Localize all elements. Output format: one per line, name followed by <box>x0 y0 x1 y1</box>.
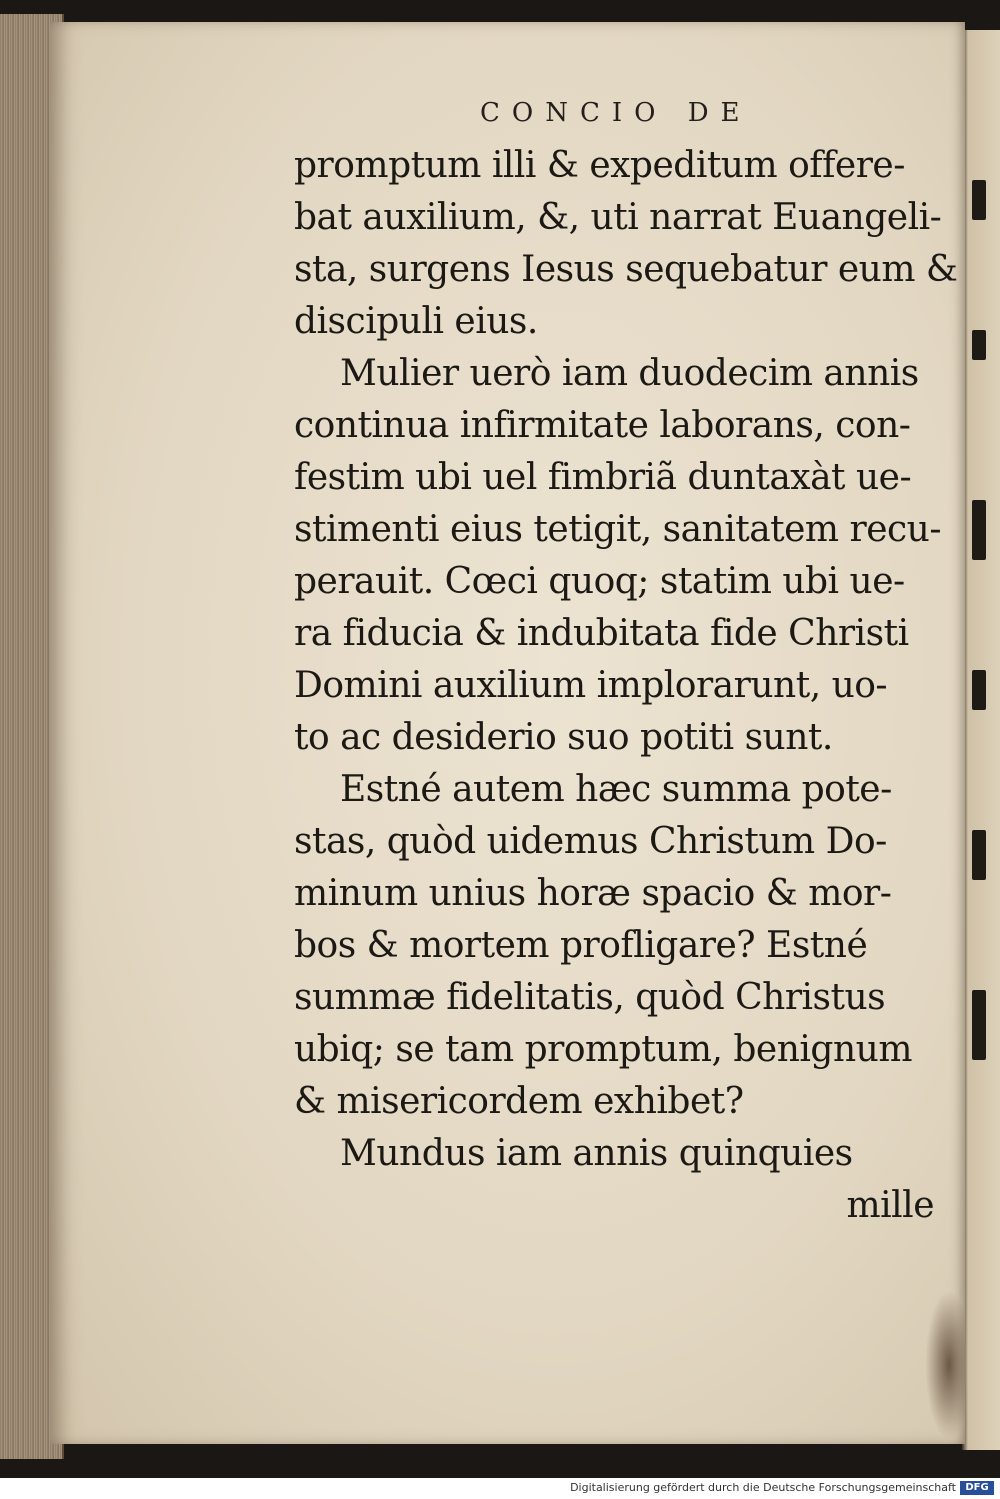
facing-text-mark <box>972 990 986 1060</box>
text-line: bat auxilium, &, uti narrat Euangeli- <box>294 197 942 238</box>
text-line: sta, surgens Iesus sequebatur eum & <box>294 249 958 290</box>
facing-text-mark <box>972 180 986 220</box>
facing-text-mark <box>972 330 986 360</box>
text-line: summæ fidelitatis, quòd Christus <box>294 977 886 1018</box>
text-line: Estné autem hæc summa pote- <box>340 769 892 810</box>
text-line: ubiq; se tam promptum, benignum <box>294 1029 912 1070</box>
text-line: stimenti eius tetigit, sanitatem recu- <box>294 509 942 550</box>
text-line: bos & mortem profligare? Estné <box>294 925 868 966</box>
facing-text-mark <box>972 500 986 560</box>
text-line: perauit. Cœci quoq; statim ubi ue- <box>294 561 905 602</box>
text-line: Domini auxilium implorarunt, uo- <box>294 665 888 706</box>
facing-text-mark <box>972 670 986 710</box>
facing-page-edge <box>962 30 1000 1450</box>
funding-credit: Digitalisierung gefördert durch die Deutsche Forschungsgemeinschaft <box>570 1481 956 1494</box>
text-line: Mundus iam annis quinquies <box>340 1133 853 1174</box>
page-fold <box>925 1290 965 1440</box>
digitization-footer <box>0 1478 1000 1499</box>
text-line: mille <box>846 1185 934 1226</box>
text-line: ra fiducia & indubitata fide Christi <box>294 613 909 654</box>
text-line: festim ubi uel fimbriã duntaxàt ue- <box>294 457 912 498</box>
running-head: CONCIO DE <box>480 98 752 128</box>
text-line: minum unius horæ spacio & mor- <box>294 873 892 914</box>
dfg-logo: DFG <box>960 1481 994 1495</box>
text-line: discipuli eius. <box>294 301 538 342</box>
facing-text-mark <box>972 830 986 880</box>
text-line: continua infirmitate laborans, con- <box>294 405 911 446</box>
text-line: stas, quòd uidemus Christum Do- <box>294 821 887 862</box>
text-line: Mulier uerò iam duodecim annis <box>340 353 919 394</box>
text-line: & misericordem exhibet? <box>294 1081 744 1122</box>
text-line: to ac desiderio suo potiti sunt. <box>294 717 833 758</box>
text-line: promptum illi & expeditum offere- <box>294 145 905 186</box>
page-text <box>294 140 958 1232</box>
